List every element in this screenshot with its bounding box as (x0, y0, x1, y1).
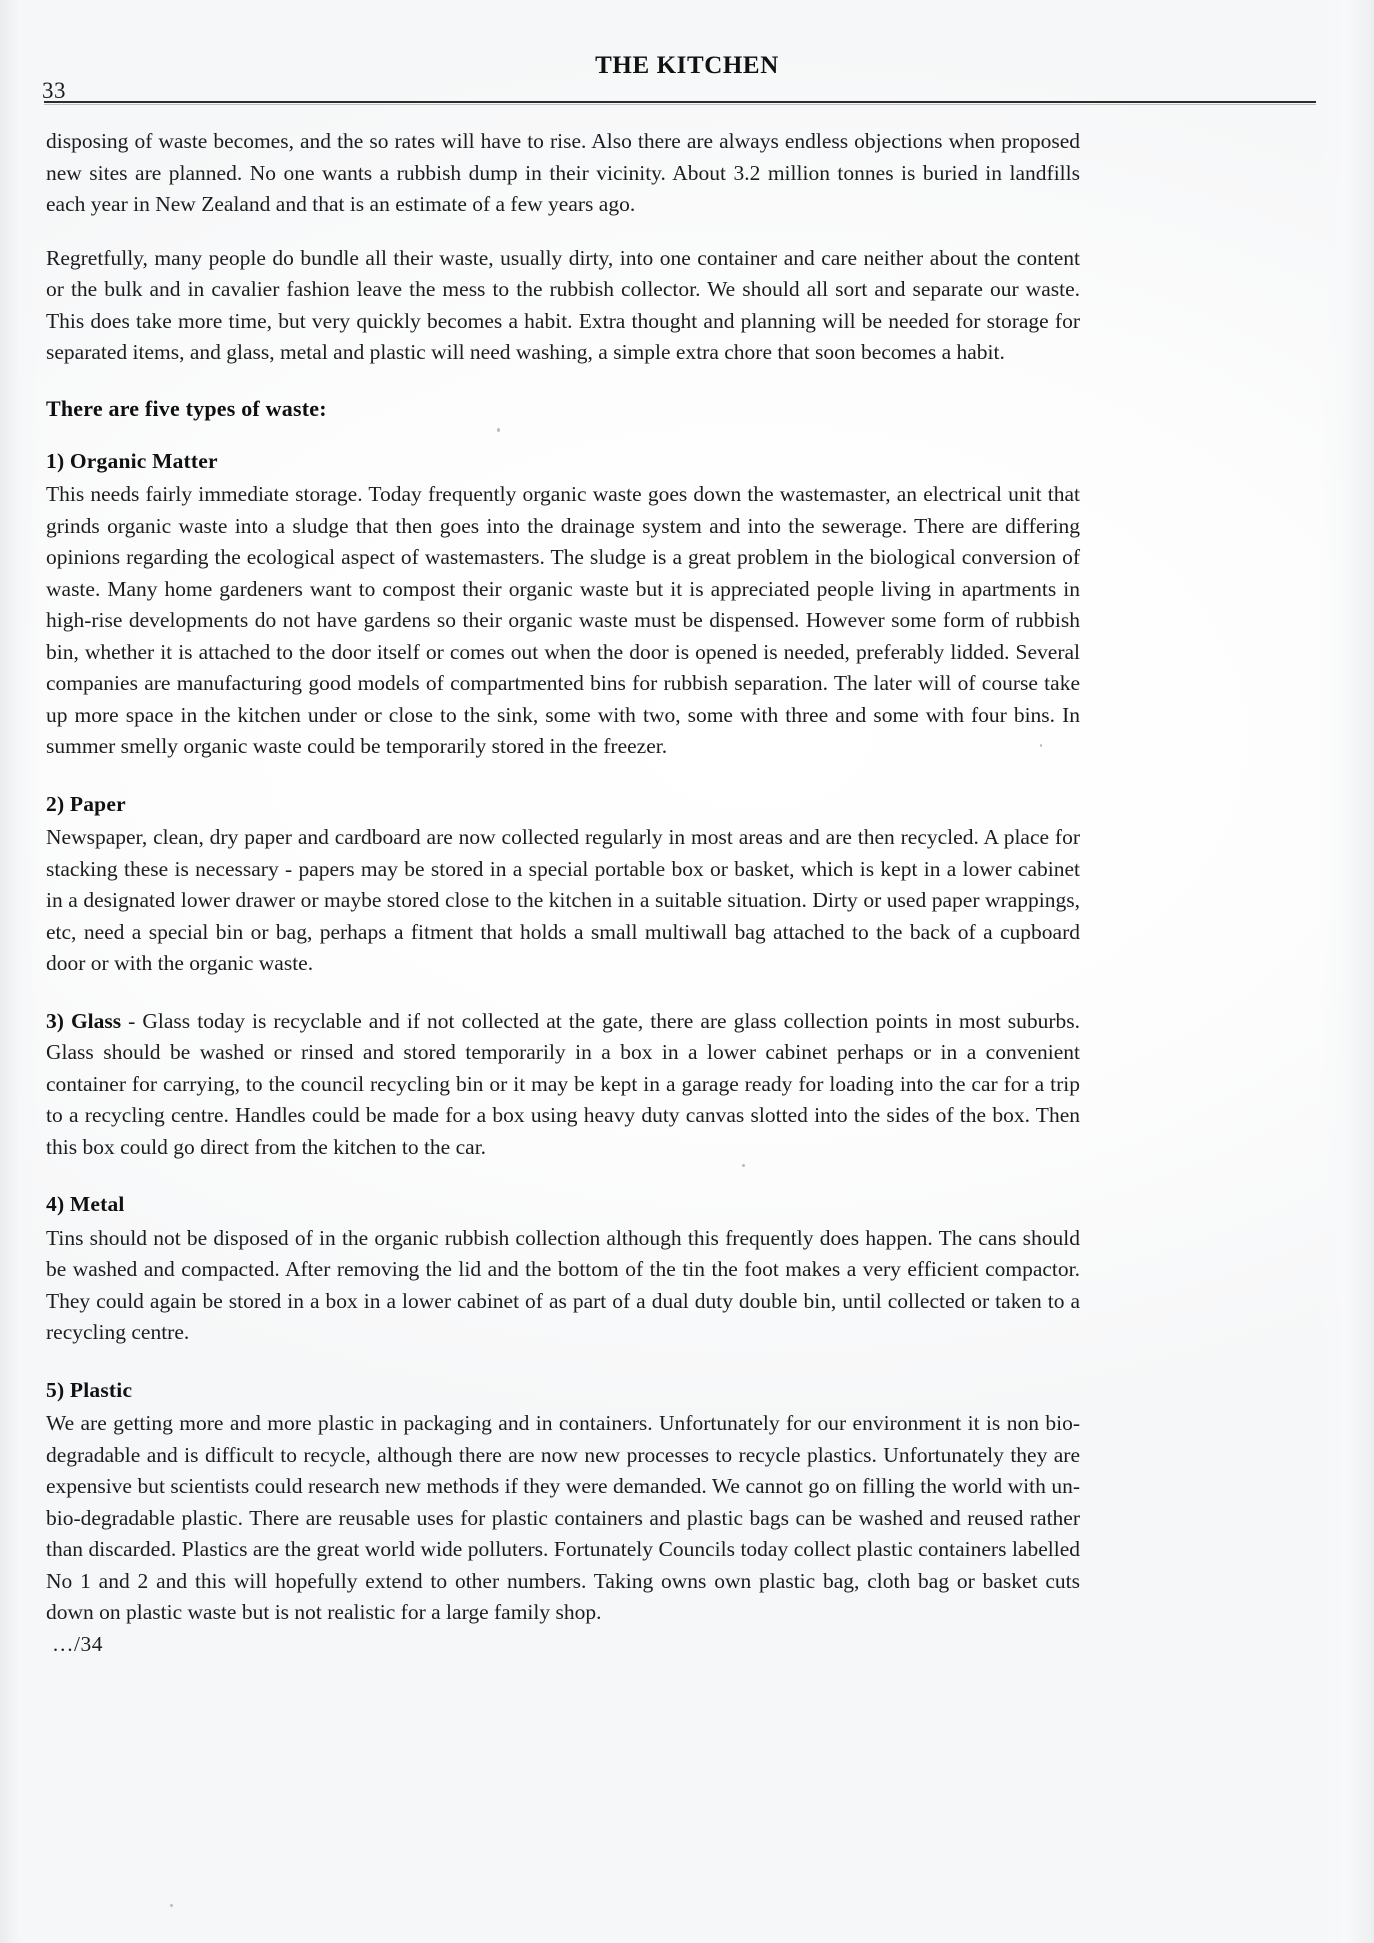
heading-organic-matter: 1) Organic Matter (46, 448, 218, 473)
body-text-column (46, 126, 1080, 1659)
paragraph-organic-matter: This needs fairly immediate storage. Today frequently organic waste goes down the wastemaster, an electrical unit that grinds organic waste into a sludge that then goes into the drainage system and into the sewerage. There are differing opinions regarding the ecological aspect of wastemasters. The sludge is a great problem in the biological conversion of waste. Many home gardeners want to compost their organic waste but it is appreciated people living in apartments in high-rise developments do not have gardens so their organic waste must be dispensed. However some form of rubbish bin, whether it is attached to the door itself or comes out when the door is opened is needed, preferably lidded. Several companies are manufacturing good models of compartmented bins for rubbish separation. The later will of course take up more space in the kitchen under or close to the sink, some with two, some with three and some with four bins. In summer smelly organic waste could be temporarily stored in the freezer. (46, 482, 1080, 758)
paragraph-sorting-waste: Regretfully, many people do bundle all their waste, usually dirty, into one container and care neither about the content or the bulk and in cavalier fashion leave the mess to the rubbish collector. We should all sort and separate our waste. This does take more time, but very quickly becomes a habit. Extra thought and planning will be needed for storage for separated items, and glass, metal and plastic will need washing, a simple extra chore that soon becomes a habit. (46, 245, 1080, 364)
scan-speck (170, 1904, 173, 1907)
header-divider-rule (44, 101, 1316, 103)
paragraph-glass-text: - Glass today is recyclable and if not collected at the gate, there are glass collection points in most suburbs. Glass should be washed or rinsed and stored temporarily in a box in a lower cabinet perhaps or in a convenient container for carrying, to the council recycling bin or it may be kept in a garage ready for loading into the car for a trip to a recycling centre. Handles could be made for a box using heavy duty canvas slotted into the sides of the box. Then this box could go direct from the kitchen to the car. (46, 1008, 1080, 1159)
heading-metal: 4) Metal (46, 1192, 125, 1216)
heading-paper: 2) Paper (46, 791, 126, 816)
page-number: 33 (42, 78, 66, 103)
paragraph-glass (46, 1006, 1080, 1164)
paragraph-plastic: We are getting more and more plastic in packaging and in containers. Unfortunately for our environment it is non bio-degradable and is difficult to recycle, although there are now new processes to recycle plastics. Unfortunately they are expensive but scientists could research new methods if they were demanded. We cannot go on filling the world with un-bio-degradable plastic. There are reusable uses for plastic containers and plastic bags can be washed and reused rather than discarded. Plastics are the great world wide polluters. Fortunately Councils today collect plastic containers labelled No 1 and 2 and this will hopefully extend to other numbers. Taking owns own plastic bag, cloth bag or basket cuts down on plastic waste but is not realistic for a large family shop. (46, 1411, 1080, 1624)
running-head-title: THE KITCHEN (595, 52, 779, 79)
paragraph-metal: Tins should not be disposed of in the organic rubbish collection although this frequently does happen. The cans should be washed and compacted. After removing the lid and the bottom of the tin the foot makes a very efficient compactor. They could again be stored in a box in a lower cabinet of as part of a dual duty double bin, until collected or taken to a recycling centre. (46, 1225, 1080, 1344)
page-continuation-note: …/34 (52, 1631, 103, 1656)
paragraph-intro-landfill: disposing of waste becomes, and the so rates will have to rise. Also there are always endless objections when proposed new sites are planned. No one wants a rubbish dump in their vicinity. About 3.2 million tonnes is buried in landfills each year in New Zealand and that is an estimate of a few years ago. (46, 129, 1080, 216)
heading-plastic: 5) Plastic (46, 1377, 133, 1402)
heading-five-types-of-waste: There are five types of waste: (46, 395, 327, 421)
heading-glass: 3) Glass (46, 1008, 122, 1033)
paragraph-paper: Newspaper, clean, dry paper and cardboard are now collected regularly in most areas and are then recycled. A place for stacking these is necessary - papers may be stored in a special portable box or basket, which is kept in a lower cabinet in a designated lower drawer or maybe stored close to the kitchen in a suitable situation. Dirty or used paper wrappings, etc, need a special bin or bag, perhaps a fitment that holds a small multiwall bag attached to the back of a cupboard door or with the organic waste. (46, 825, 1080, 975)
